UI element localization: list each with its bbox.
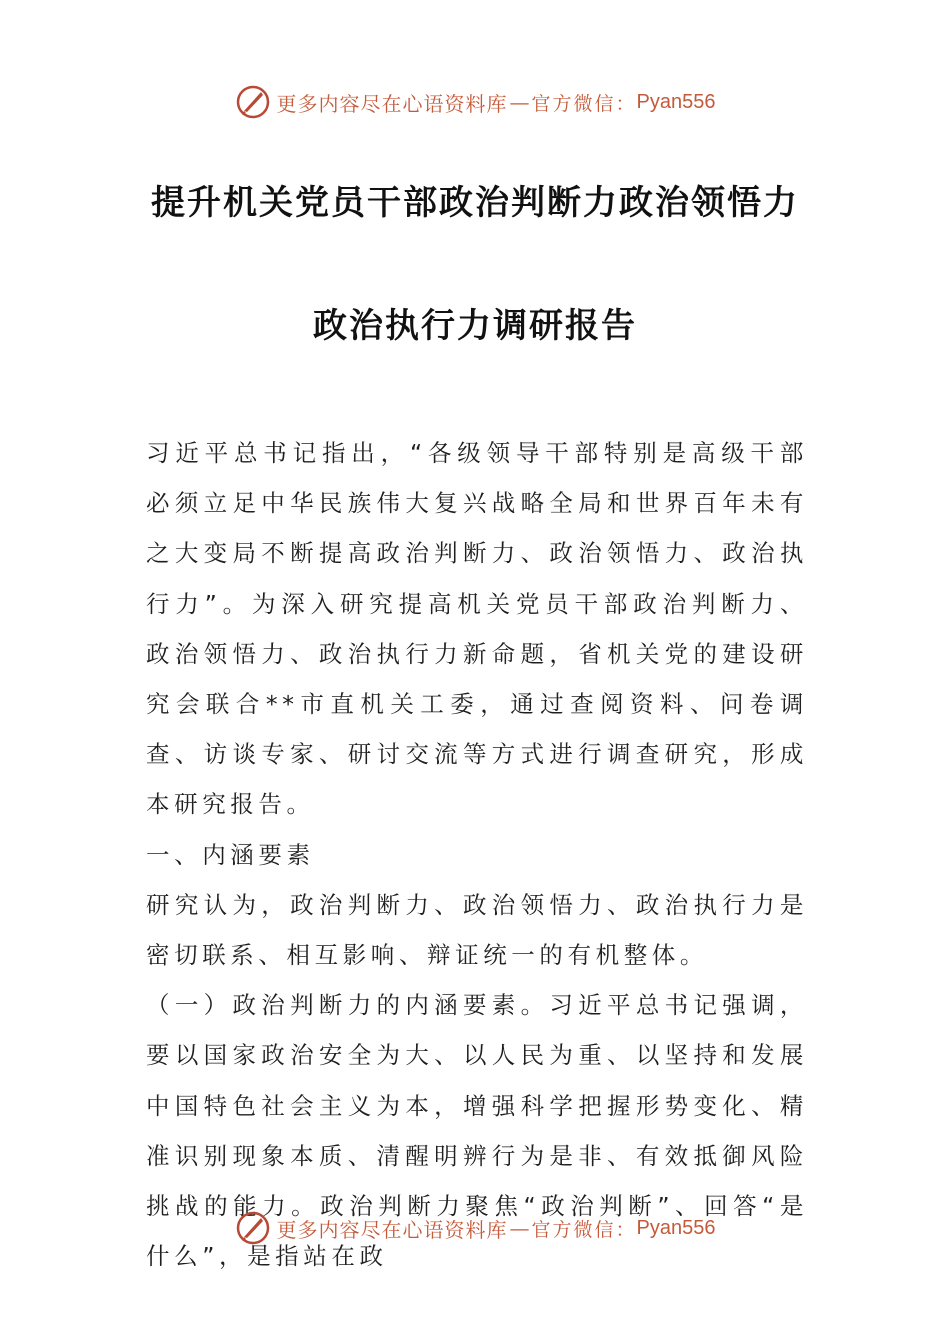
paragraph: 研究认为，政治判断力、政治领悟力、政治执行力是密切联系、相互影响、辩证统一的有机整体。 <box>146 890 808 970</box>
banner-wechat-label: 官方微信： <box>531 92 637 115</box>
document-title-line-2: 政治执行力调研报告 <box>313 306 637 346</box>
paragraph-intro: 习近平总书记指出，“各级领导干部特别是高级干部必须立足中华民族伟大复兴战略全局和世界百年未有之大变局不断提高政治判断力、政治领悟力、政治执行力”。为深入研究提高机关党员干部政治判断力、政治领悟力、政治执行力新命题，省机关党的建设研究会联合**市直机关工委，通过查阅资料、问卷调查、访谈专家、研讨交流等方式进行调查研究，形成本研究报告。 <box>146 439 808 819</box>
document-title-line-1: 提升机关党员干部政治判断力政治领悟力 <box>151 183 799 223</box>
banner-separator: — <box>509 90 530 114</box>
pen-feather-icon <box>235 84 271 120</box>
paragraph: （一）政治判断力的内涵要素。习近平总书记强调，要以国家政治安全为大、以人民为重、以坚持和发展中国特色社会主义为本，增强科学把握形势变化、精准识别现象本质、清醒明辨行为是非、有效抵御风险挑战的能力。政治判断力聚焦“政治判断”、回答“是什么”，是指站在政 <box>146 991 808 1271</box>
banner-separator: — <box>509 1216 530 1240</box>
section-heading: 一、内涵要素 <box>146 840 315 869</box>
banner-wechat-label: 官方微信： <box>531 1218 637 1241</box>
header-watermark-banner <box>0 82 950 122</box>
banner-wechat-id: Pyan556 <box>636 90 716 113</box>
banner-wechat-id: Pyan556 <box>636 1216 716 1239</box>
pen-feather-icon <box>235 1210 271 1246</box>
document-body <box>146 428 808 1281</box>
banner-brand-text: 更多内容尽在心语资料库 <box>276 91 508 116</box>
banner-brand-text: 更多内容尽在心语资料库 <box>276 1217 508 1242</box>
footer-watermark-banner <box>0 1208 950 1248</box>
